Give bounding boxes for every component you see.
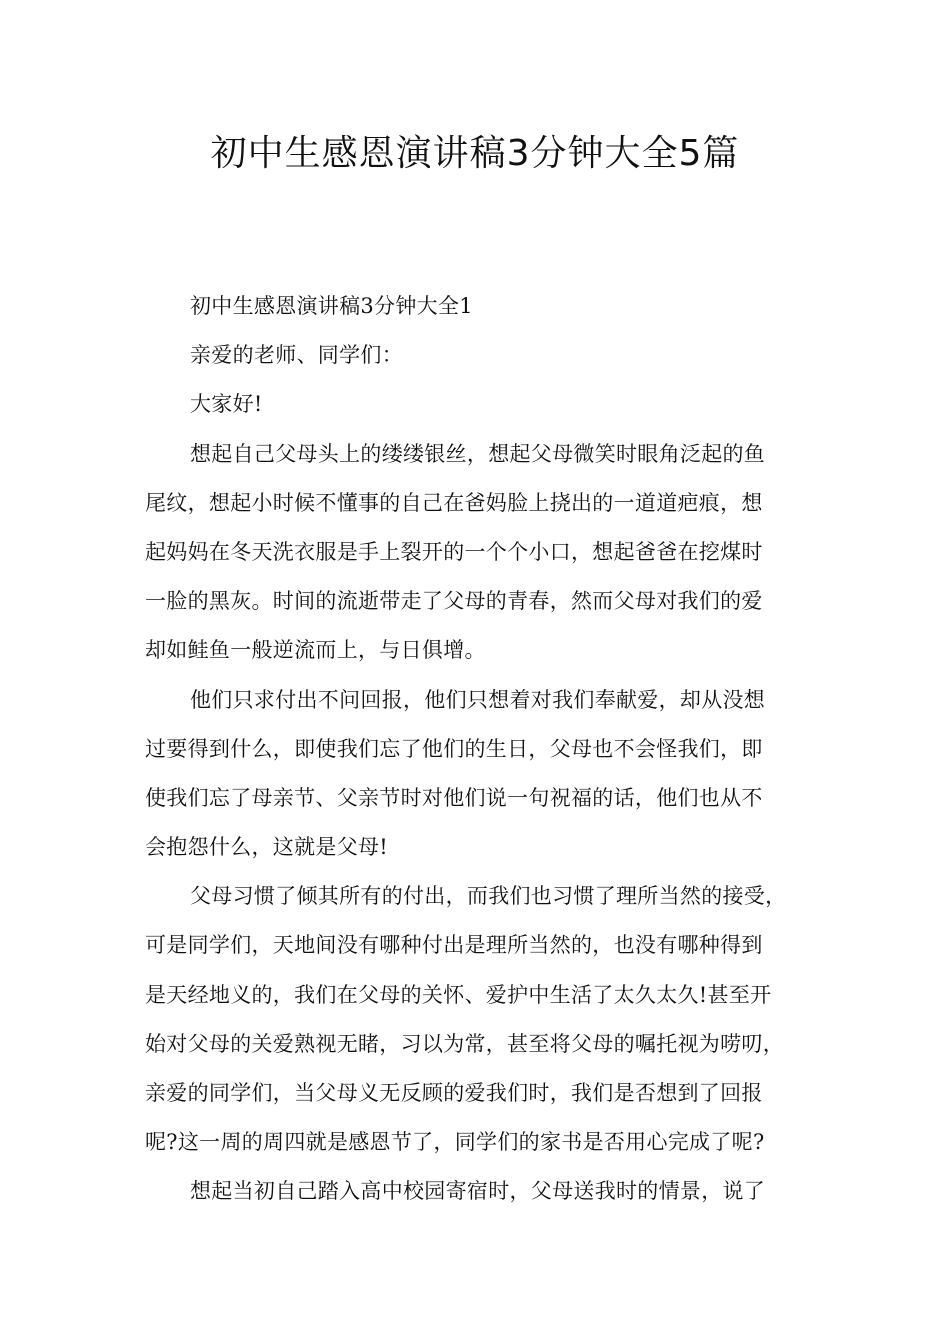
- text-line: 一脸的黑灰。时间的流逝带走了父母的青春，然而父母对我们的爱: [145, 589, 763, 614]
- text-line: 初中生感恩演讲稿3分钟大全1: [190, 294, 473, 318]
- text-line: 始对父母的关爱熟视无睹，习以为常，甚至将父母的嘱托视为唠叨，: [145, 1031, 784, 1056]
- text-line: 过要得到什么，即使我们忘了他们的生日，父母也不会怪我们，即: [145, 736, 763, 761]
- text-line: 想起自己父母头上的缕缕银丝，想起父母微笑时眼角泛起的鱼: [190, 441, 766, 466]
- text-line: 他们只求付出不问回报，他们只想着对我们奉献爱，却从没想: [190, 687, 766, 712]
- text-line: 尾纹，想起小时候不懂事的自己在爸妈脸上挠出的一道道疤痕，想: [145, 490, 763, 515]
- text-line: 是天经地义的，我们在父母的关怀、爱护中生活了太久太久!甚至开: [145, 982, 772, 1007]
- text-line: 会抱怨什么，这就是父母!: [145, 835, 389, 860]
- text-line: 可是同学们，天地间没有哪种付出是理所当然的，也没有哪种得到: [145, 933, 763, 958]
- text-line: 亲爱的老师、同学们：: [190, 343, 403, 368]
- text-line: 却如鲑鱼一般逆流而上，与日俱增。: [145, 638, 486, 663]
- text-line: 亲爱的同学们，当父母义无反顾的爱我们时，我们是否想到了回报: [145, 1081, 763, 1105]
- text-line: 父母习惯了倾其所有的付出，而我们也习惯了理所当然的接受，: [190, 884, 787, 909]
- document-title: 初中生感恩演讲稿3分钟大全5篇: [210, 133, 740, 174]
- text-line: 想起当初自己踏入高中校园寄宿时，父母送我时的情景，说了: [190, 1179, 766, 1204]
- text-line: 呢?这一周的周四就是感恩节了，同学们的家书是否用心完成了呢?: [145, 1130, 765, 1155]
- text-line: 起妈妈在冬天洗衣服是手上裂开的一个个小口，想起爸爸在挖煤时: [145, 539, 763, 564]
- document-body: [145, 282, 815, 1217]
- text-line: 使我们忘了母亲节、父亲节时对他们说一句祝福的话，他们也从不: [145, 785, 763, 810]
- text-line: 大家好!: [190, 392, 263, 417]
